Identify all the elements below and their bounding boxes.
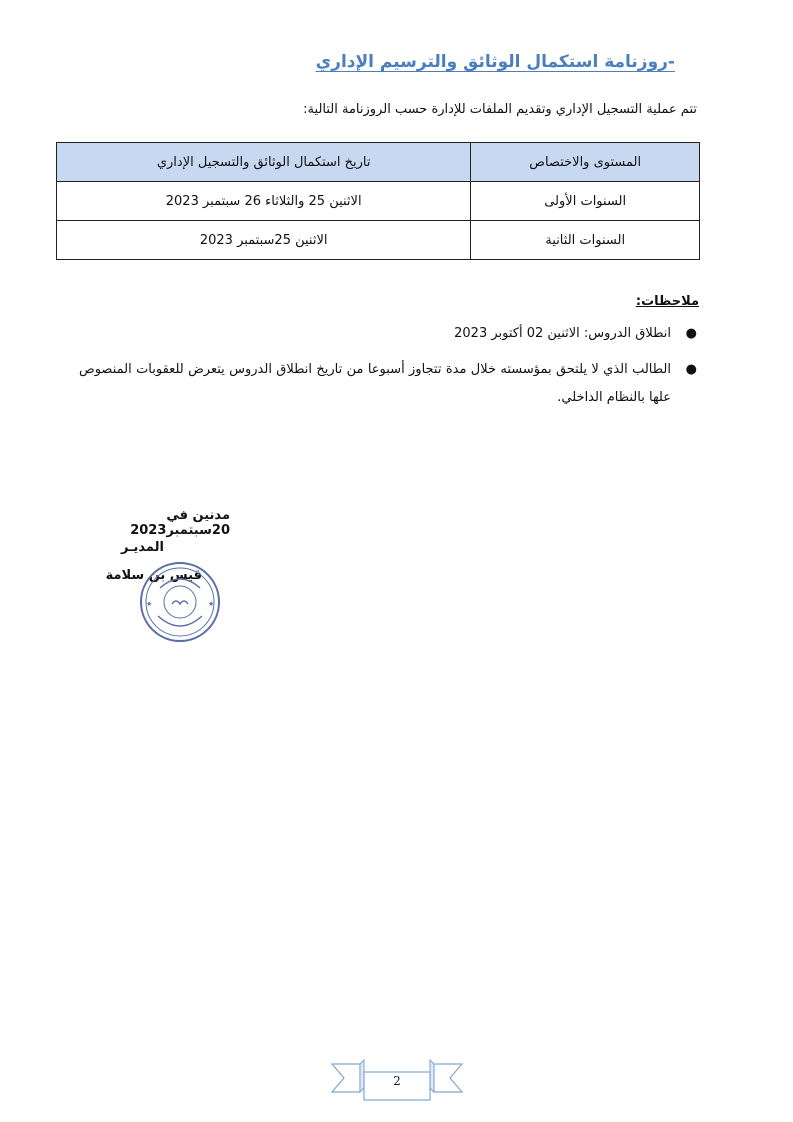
table-row (57, 182, 700, 221)
svg-text:★: ★ (146, 600, 153, 608)
signature-place-date: مدنين في 20سبتمبر2023 (130, 508, 230, 538)
cell-date: الاثنين 25 والثلاثاء 26 سبتمبر 2023 (57, 182, 471, 221)
section-heading: -روزنامة استكمال الوثائق والترسيم الإداري (315, 52, 675, 72)
notes-list (79, 320, 699, 420)
cell-level: السنوات الثانية (471, 221, 700, 260)
cell-date: الاثنين 25سبتمبر 2023 (57, 221, 471, 260)
svg-text:★: ★ (208, 600, 215, 608)
bullet-icon: ● (685, 326, 697, 341)
intro-paragraph: تتم عملية التسجيل الإداري وتقديم الملفات للإدارة حسب الروزنامة التالية: (303, 102, 697, 117)
list-item (79, 356, 699, 412)
notes-title: ملاحظات: (635, 294, 699, 309)
note-text: الطالب الذي لا يلتحق بمؤسسته خلال مدة تتجاوز أسبوعا من تاريخ انطلاق الدروس يتعرض للعقوبات المنصوص علها بالنظام الداخلي. (79, 362, 671, 405)
header-level: المستوى والاختصاص (471, 143, 700, 182)
signature-name: قيس بن سلامة (105, 568, 202, 583)
page-number: 2 (393, 1074, 401, 1088)
list-item (79, 320, 699, 348)
bullet-icon: ● (685, 362, 697, 377)
table-row (57, 221, 700, 260)
note-text: انطلاق الدروس: الاثنين 02 أكتوبر 2023 (454, 326, 671, 341)
schedule-table (56, 142, 700, 260)
signature-role: المديـر (121, 540, 164, 555)
table-header-row (57, 143, 700, 182)
cell-level: السنوات الأولى (471, 182, 700, 221)
official-stamp-icon (138, 560, 222, 644)
header-date: تاريخ استكمال الوثائق والتسجيل الإداري (57, 143, 471, 182)
